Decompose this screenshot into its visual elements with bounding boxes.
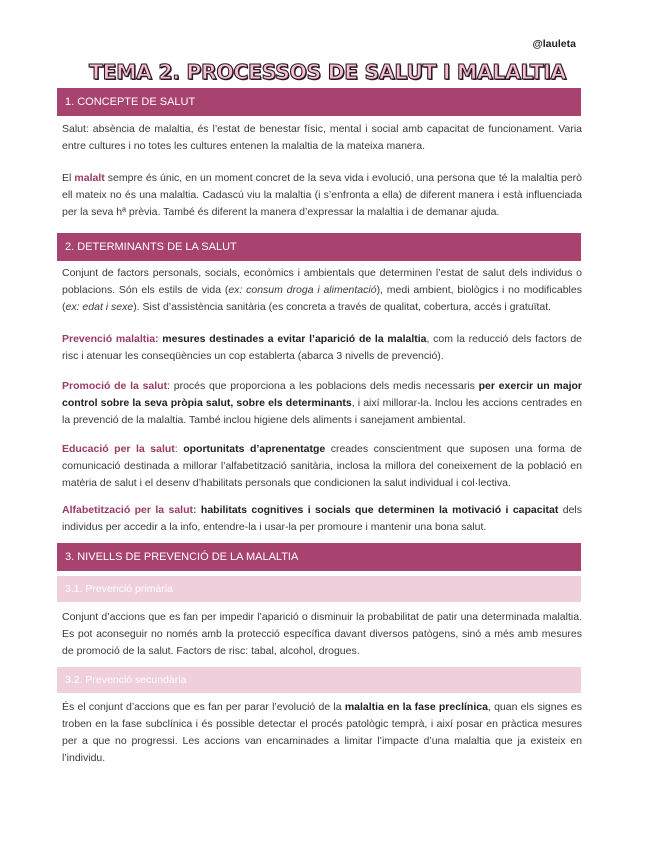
paragraph-educacio: Educació per la salut: oportunitats d’aprenentatge creades conscientment que suposen una forma de comunicació destinada a millorar l’alfabetització sanitària, inclosa la millora del coneixement de la població en matèria de salut i el desenv d’habilitats personals que condicionen la salut individual i col·lectiva. (62, 443, 582, 489)
section-heading-nivells: 3. NIVELLS DE PREVENCIÓ DE LA MALALTIA (57, 543, 581, 571)
section-heading-determinants: 2. DETERMINANTS DE LA SALUT (57, 233, 581, 261)
term-prevencio: Prevenció malaltia: (62, 333, 159, 345)
paragraph-malalt: El malalt sempre és únic, en un moment concret de la seva vida i evolució, una persona que té la malaltia però ell mateix no és una malaltia. Cadascú viu la malaltia (i s’enfronta a ella) de diferent manera i està influenciada per la seva hª prèvia. També és diferent la manera d’expressar la malaltia i de demanar ajuda. (62, 172, 582, 218)
paragraph-secundaria: És el conjunt d’accions que es fan per parar l’evolució de la malaltia en la fase preclínica, quan els signes es troben en la fase subclínica i és possible detectar el procés patològic temprà, i així posar en pràctica mesures per a que no progressi. Les accions van encaminades a limitar l’impacte d’una malaltia que ja existeix en l’individu. (62, 701, 583, 764)
term-alfabetitzacio: Alfabetització per la salut: (62, 504, 197, 516)
paragraph-primaria: Conjunt d’accions que es fan per impedir l’aparició o disminuir la probabilitat de patir una determinada malaltia. Es pot aconseguir no només amb la protecció específica davant diversos patògens, sinó a més amb mesures de promoció de la salut. Factors de risc: tabal, alcohol, drogues. (62, 611, 582, 657)
term-educacio: Educació per la salut (62, 443, 175, 455)
paragraph-determinants: Conjunt de factors personals, socials, econòmics i ambientals que determinen l’estat de salut dels individus o poblacions. Són els estils de vida (ex: consum droga i alimentació), medi ambient, biològics i no modificables (ex: edat i sexe). Sist d’assistència sanitària (es concreta a través de qualitat, cobertura, accés i gratuïtat. (62, 267, 582, 313)
page-title: TEMA 2. PROCESSOS DE SALUT I MALALTIA (89, 60, 566, 84)
author-handle: @lauleta (532, 38, 576, 50)
paragraph-alfabetitzacio: Alfabetització per la salut: habilitats cognitives i socials que determinen la motivació i capacitat dels individus per accedir a la info, entendre-la i usar-la per promoure i mantenir una bona salut. (62, 504, 583, 533)
term-promocio: Promoció de la salut (62, 380, 168, 392)
section-heading-concepte: 1. CONCEPTE DE SALUT (57, 88, 581, 116)
paragraph-prevencio: Prevenció malaltia: mesures destinades a evitar l’aparició de la malaltia, com la reducció dels factors de risc i atenuar les conseqüències un cop establerta (abarca 3 nivells de prevenció). (62, 333, 582, 362)
subheading-secundaria: 3.2. Prevenció secundària (57, 667, 581, 693)
paragraph-salut-definition: Salut: absència de malaltia, és l’estat de benestar físic, mental i social amb capacitat de funcionament. Varia entre cultures i no totes les cultures entenen la malaltia de la mateixa manera. (62, 123, 582, 152)
subheading-primaria: 3.1. Prevenció primària (57, 576, 581, 602)
paragraph-promocio: Promoció de la salut: procés que proporciona a les poblacions dels medis necessaris per exercir un major control sobre la seva pròpia salut, sobre els determinants, i així millorar-la. Inclou les accions centrades en la prevenció de la malaltia. També inclou higiene dels aliments i sanejament ambiental. (62, 380, 582, 426)
term-malalt: malalt (74, 172, 105, 184)
